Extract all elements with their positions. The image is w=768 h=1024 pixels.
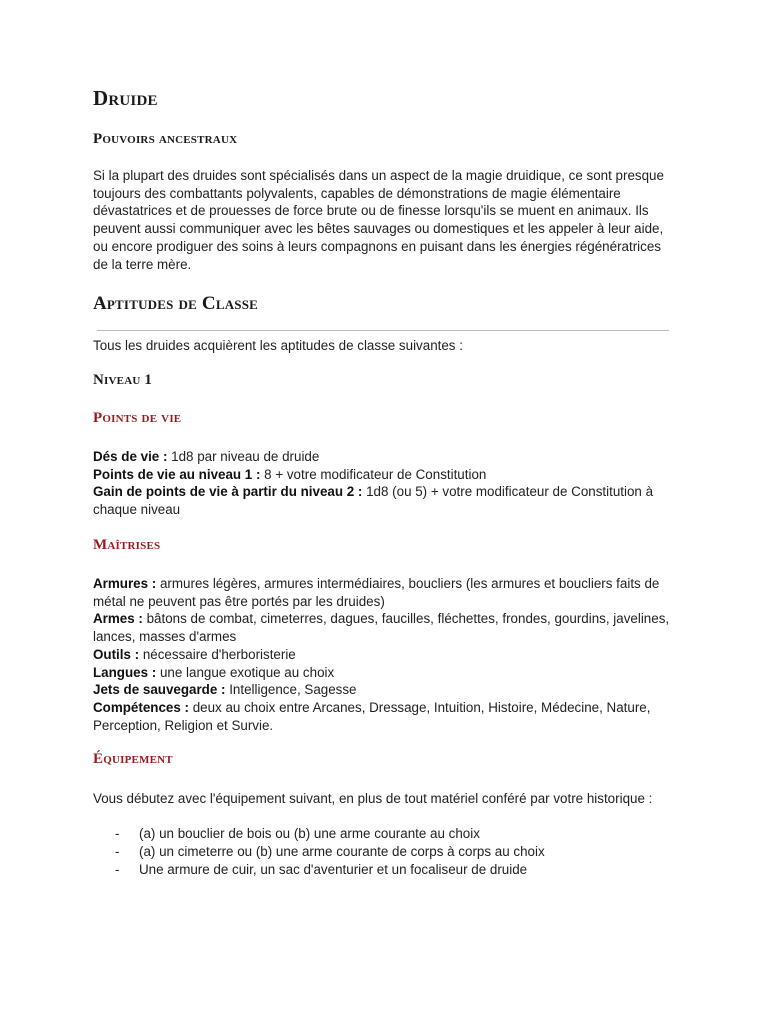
list-item [93, 843, 545, 861]
list-item-text: Une armure de cuir, un sac d'aventurier et un focaliseur de druide [139, 862, 528, 877]
maitrise-label: Compétences : [93, 699, 189, 715]
maitrise-line [93, 575, 683, 610]
maitrises-block [93, 575, 683, 734]
stat-value: 1d8 (ou 5) + votre modificateur de Constitution à chaque niveau [93, 484, 654, 518]
intro-paragraph: Si la plupart des druides sont spécialisés dans un aspect de la magie druidique, ce sont presque toujours des combattants polyvalents, capables de démonstrations de magie élémentaire dévastatrices et de prouesses de force brute ou de finesse lorsqu'ils se muent en animaux. Ils peuvent aussi communiquer avec les bêtes sauvages ou domestiques et les appeler à leur aide, ou encore prodiguer des soins à leurs compagnons en puisant dans les énergies régénératrices de la terre mère. [93, 168, 664, 272]
page-title: Druide [93, 86, 158, 110]
maitrise-value: Intelligence, Sagesse [225, 682, 357, 698]
points-de-vie-block [93, 448, 683, 519]
maitrise-label: Jets de sauvegarde : [93, 682, 226, 698]
stat-line [93, 483, 683, 518]
stat-line [93, 448, 683, 466]
heading-points-de-vie: Points de vie [93, 410, 182, 426]
maitrise-line [93, 610, 683, 645]
stat-label: Gain de points de vie à partir du niveau 2 : [93, 484, 363, 500]
maitrise-label: Outils : [93, 646, 140, 662]
maitrise-value: deux au choix entre Arcanes, Dressage, Intuition, Histoire, Médecine, Nature, Perception, Religion et Survie. [93, 699, 651, 733]
heading-aptitudes-de-classe: Aptitudes de Classe [93, 293, 259, 314]
list-item-text: (a) un bouclier de bois ou (b) une arme courante au choix [139, 826, 480, 841]
maitrise-label: Langues : [93, 664, 157, 680]
stat-label: Points de vie au niveau 1 : [93, 466, 261, 482]
stat-line [93, 466, 683, 484]
maitrise-label: Armes : [93, 611, 143, 627]
maitrise-value: armures légères, armures intermédiaires, boucliers (les armures et boucliers faits de métal ne peuvent pas être portés par les druides) [93, 576, 660, 609]
dash-bullet: - [115, 844, 120, 859]
maitrise-value: nécessaire d'herboristerie [139, 646, 296, 662]
stat-value: 1d8 par niveau de druide [167, 449, 320, 464]
dash-bullet: - [115, 862, 120, 877]
heading-maitrises: Maîtrises [93, 537, 161, 553]
heading-niveau-1: Niveau 1 [93, 372, 153, 388]
equipement-intro: Vous débutez avec l'équipement suivant, en plus de tout matériel conféré par votre historique : [93, 791, 653, 806]
maitrise-value: une langue exotique au choix [156, 664, 335, 680]
list-item [93, 825, 545, 843]
dash-bullet: - [115, 826, 120, 841]
heading-equipement: Équipement [93, 751, 173, 767]
list-item [93, 861, 545, 879]
equipement-list [93, 825, 545, 879]
maitrise-value: bâtons de combat, cimeterres, dagues, faucilles, fléchettes, frondes, gourdins, javelines, lances, masses d'armes [93, 611, 670, 645]
maitrise-line [93, 699, 683, 734]
maitrise-line [93, 664, 683, 682]
maitrise-line [93, 646, 683, 664]
maitrise-line [93, 681, 683, 699]
maitrise-label: Armures : [93, 576, 157, 591]
heading-pouvoirs-ancestraux: Pouvoirs ancestraux [93, 131, 238, 147]
aptitudes-intro: Tous les druides acquièrent les aptitudes de classe suivantes : [93, 338, 463, 353]
section-divider [97, 330, 669, 331]
list-item-text: (a) un cimeterre ou (b) une arme courante de corps à corps au choix [139, 844, 545, 859]
stat-value: 8 + votre modificateur de Constitution [260, 466, 487, 482]
stat-label: Dés de vie : [93, 449, 168, 464]
